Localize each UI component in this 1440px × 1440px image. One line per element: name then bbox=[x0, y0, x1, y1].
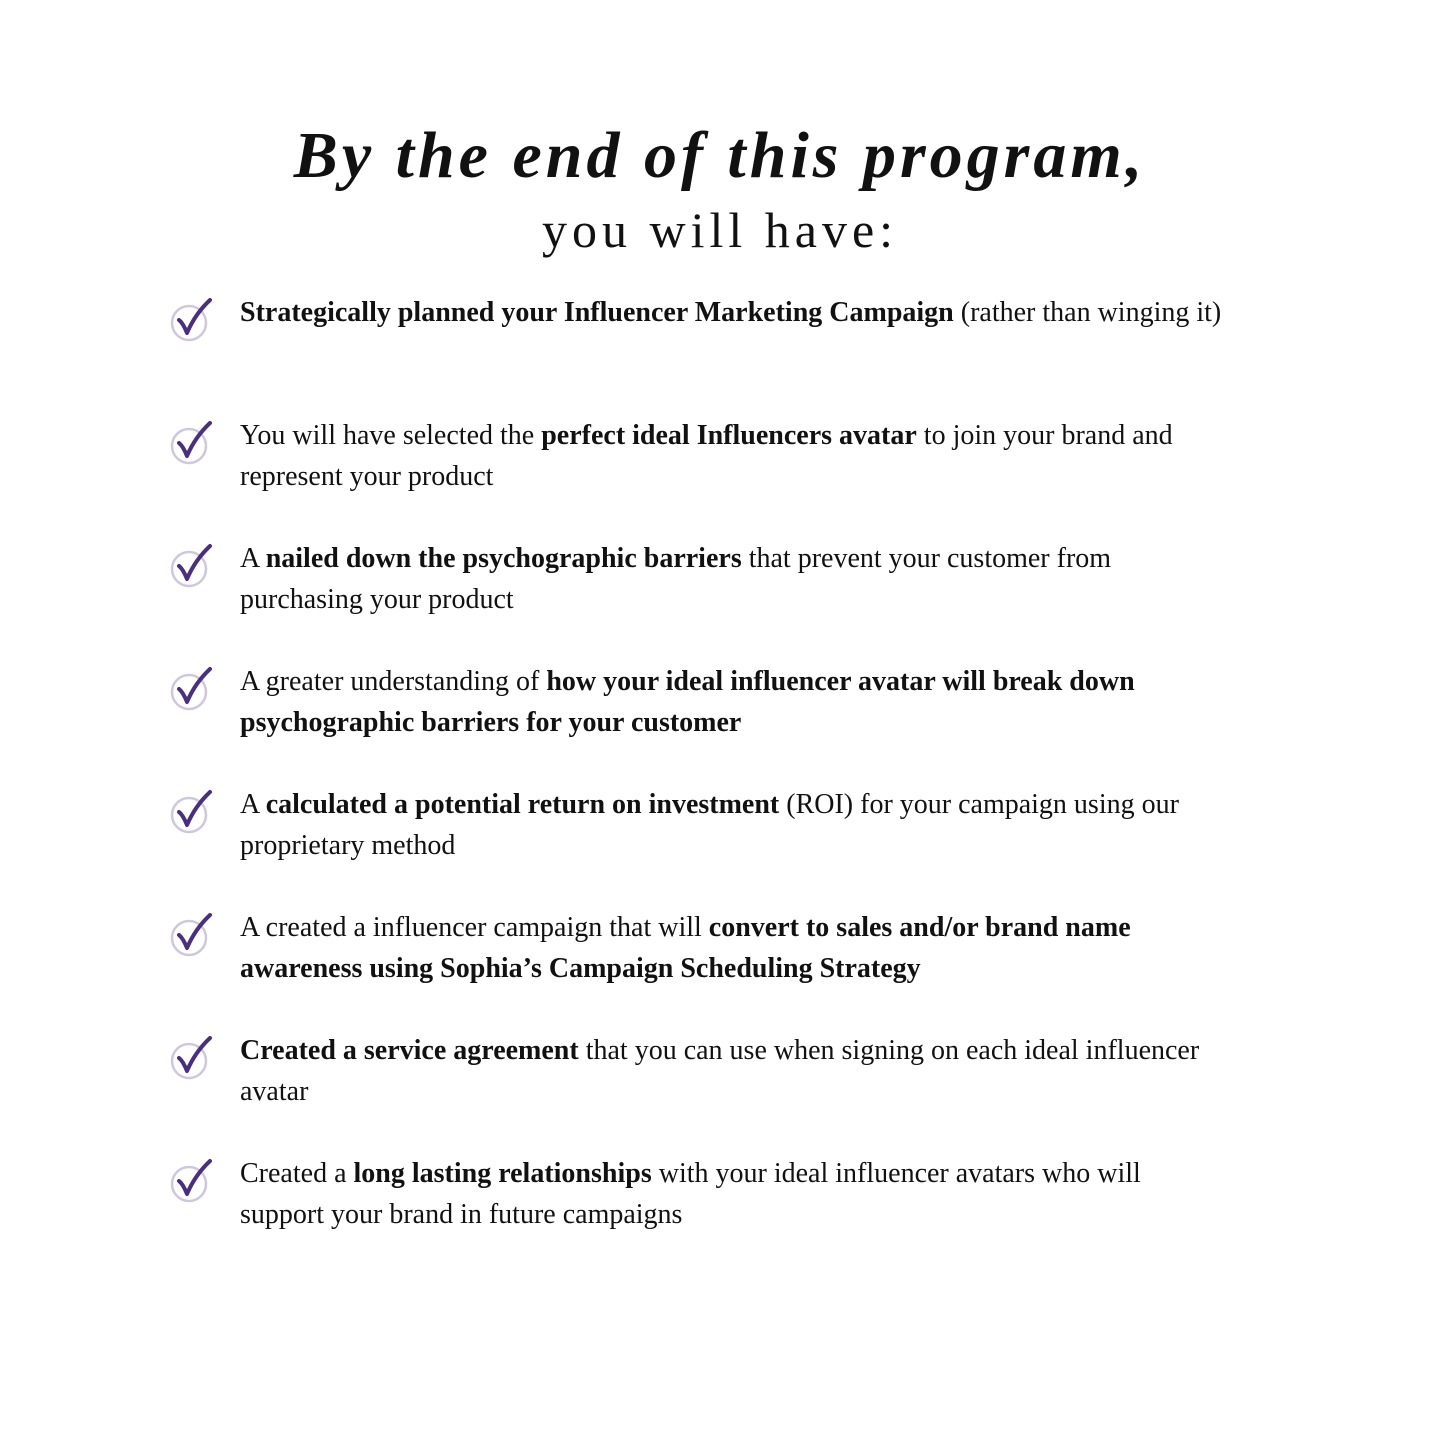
text-phrase: to join your brand and represent your product bbox=[240, 420, 1173, 492]
checklist-item bbox=[168, 661, 1228, 784]
page-subtitle: you will have: bbox=[541, 202, 899, 258]
text-phrase: A bbox=[240, 543, 266, 574]
checklist-item-text bbox=[240, 661, 1228, 743]
bold-phrase: perfect ideal Influencers avatar bbox=[541, 420, 917, 451]
check-icon bbox=[168, 542, 216, 590]
check-icon bbox=[168, 1157, 216, 1205]
text-phrase: Created a bbox=[240, 1158, 354, 1189]
text-phrase: A greater understanding of bbox=[240, 666, 547, 697]
checklist-item bbox=[168, 292, 1228, 415]
checklist-item bbox=[168, 784, 1228, 907]
checklist-item-text bbox=[240, 292, 1228, 333]
check-icon bbox=[168, 665, 216, 713]
text-phrase: (ROI) for your campaign using our proprietary method bbox=[240, 789, 1179, 861]
text-phrase: A bbox=[240, 789, 266, 820]
checklist-item-text bbox=[240, 1030, 1228, 1112]
checklist-item-text bbox=[240, 415, 1228, 497]
checklist-item bbox=[168, 907, 1228, 1030]
text-phrase: that prevent your customer from purchasing your product bbox=[240, 543, 1112, 615]
checklist-item bbox=[168, 1153, 1228, 1276]
text-phrase: A created a influencer campaign that will bbox=[240, 912, 709, 943]
bold-phrase: Created a service agreement bbox=[240, 1035, 579, 1066]
check-icon bbox=[168, 788, 216, 836]
bold-phrase: nailed down the psychographic barriers bbox=[265, 543, 742, 574]
check-icon bbox=[168, 419, 216, 467]
bold-phrase: Strategically planned your Influencer Marketing Campaign bbox=[240, 297, 954, 328]
checklist-item bbox=[168, 415, 1228, 538]
checklist-item-text bbox=[240, 538, 1228, 620]
text-phrase: (rather than winging it) bbox=[953, 297, 1222, 328]
check-icon bbox=[168, 296, 216, 344]
check-icon bbox=[168, 1034, 216, 1082]
checklist-item bbox=[168, 538, 1228, 661]
checklist-item bbox=[168, 1030, 1228, 1153]
bold-phrase: convert to sales and/or brand name awareness using Sophia’s Campaign Scheduling Strategy bbox=[240, 912, 1131, 984]
check-icon bbox=[168, 911, 216, 959]
text-phrase: that you can use when signing on each ideal influencer avatar bbox=[240, 1035, 1200, 1107]
bold-phrase: how your ideal influencer avatar will break down psychographic barriers for your customer bbox=[240, 666, 1135, 738]
checklist-item-text bbox=[240, 1153, 1228, 1235]
checklist bbox=[168, 292, 1228, 1276]
page-title: By the end of this program, bbox=[293, 119, 1147, 192]
text-phrase: with your ideal influencer avatars who will support your brand in future campaigns bbox=[240, 1158, 1141, 1230]
checklist-item-text bbox=[240, 907, 1228, 989]
text-phrase: You will have selected the bbox=[240, 420, 542, 451]
bold-phrase: long lasting relationships bbox=[353, 1158, 652, 1189]
bold-phrase: calculated a potential return on investment bbox=[265, 789, 780, 820]
checklist-item-text bbox=[240, 784, 1228, 866]
